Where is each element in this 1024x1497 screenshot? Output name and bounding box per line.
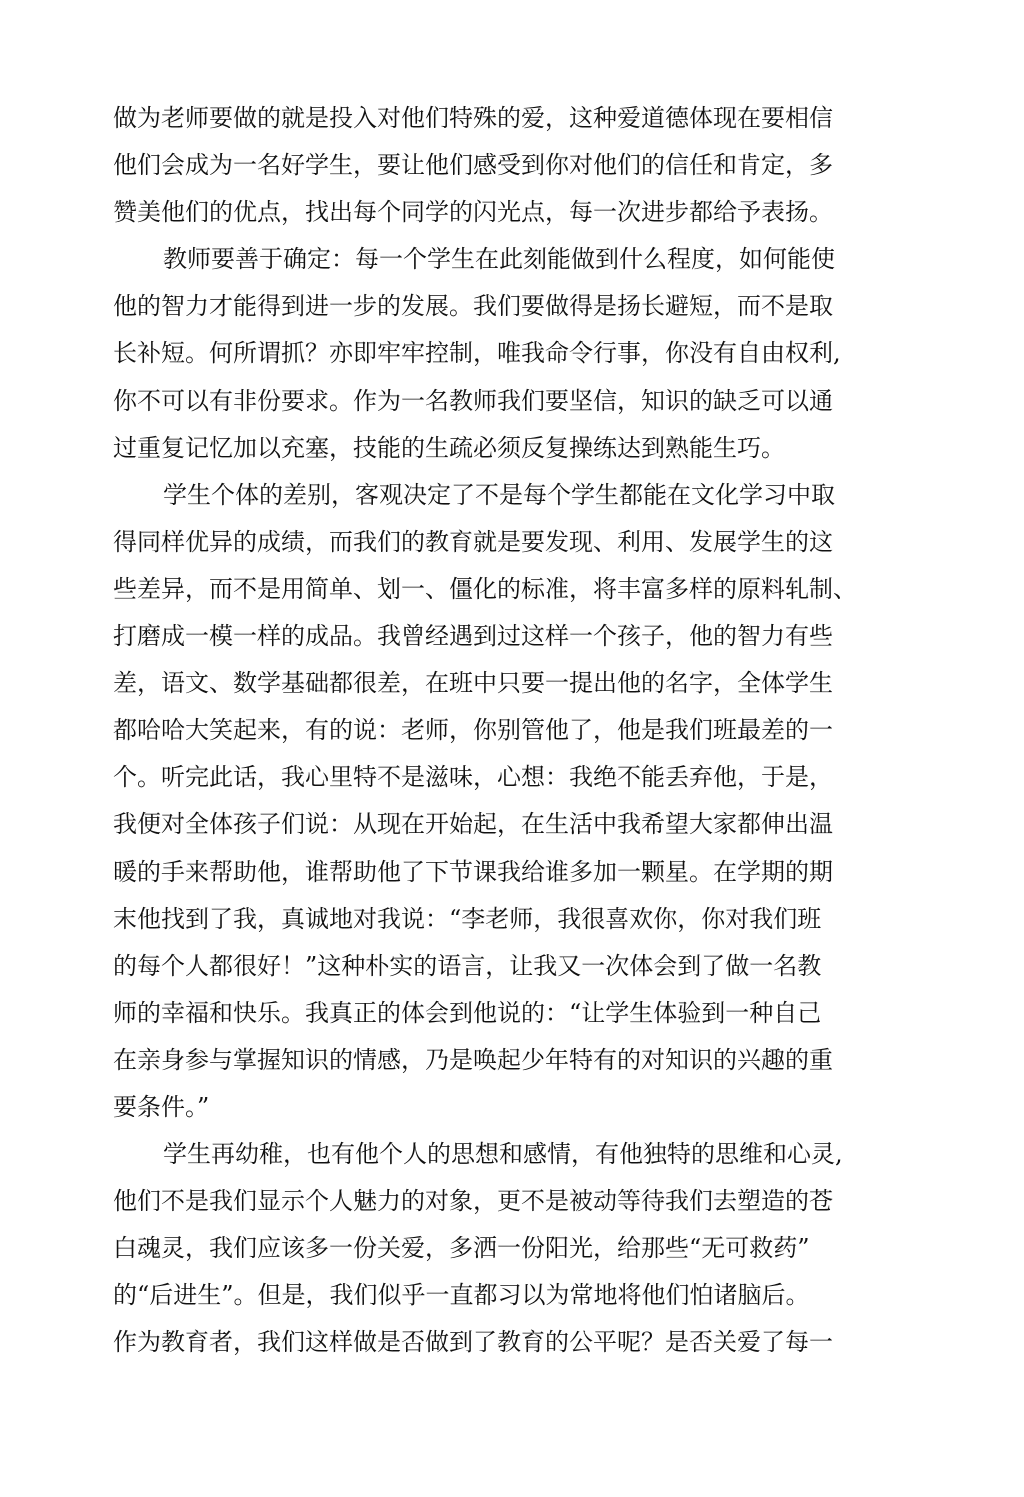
body-text <box>113 95 893 1367</box>
paragraph-3-line-2: 得同样优异的成绩，而我们的教育就是要发现、利用、发展学生的这 <box>113 527 833 556</box>
paragraph-2-line-1: 教师要善于确定：每一个学生在此刻能做到什么程度，如何能使 <box>163 245 835 274</box>
paragraph-3-line-8: 我便对全体孩子们说：从现在开始起，在生活中我希望大家都伸出温 <box>113 810 833 839</box>
paragraph-3-line-11: 的每个人都很好！”这种朴实的语言，让我又一次体会到了做一名教 <box>113 951 822 980</box>
paragraph-3-line-6: 都哈哈大笑起来，有的说：老师，你别管他了，他是我们班最差的一 <box>113 716 833 745</box>
paragraph-3-line-5: 差，语文、数学基础都很差，在班中只要一提出他的名字，全体学生 <box>113 669 833 698</box>
paragraph-2-line-2: 他的智力才能得到进一步的发展。我们要做得是扬长避短，而不是取 <box>113 292 833 321</box>
paragraph-3-line-14: 要条件。” <box>113 1092 210 1121</box>
paragraph-3-line-13: 在亲身参与掌握知识的情感，乃是唤起少年特有的对知识的兴趣的重 <box>113 1045 833 1074</box>
paragraph-1-line-3: 赞美他们的优点，找出每个同学的闪光点，每一次进步都给予表扬。 <box>113 198 833 227</box>
paragraph-3-line-7: 个。听完此话，我心里特不是滋味，心想：我绝不能丢弃他，于是， <box>113 763 833 792</box>
paragraph-4-line-5: 作为教育者，我们这样做是否做到了教育的公平呢？是否关爱了每一 <box>113 1328 833 1357</box>
paragraph-3-line-12: 师的幸福和快乐。我真正的体会到他说的：“让学生体验到一种自己 <box>113 998 822 1027</box>
paragraph-2-line-3: 长补短。何所谓抓？亦即牢牢控制，唯我命令行事，你没有自由权利, <box>113 339 841 368</box>
paragraph-3-line-3: 些差异，而不是用简单、划一、僵化的标准，将丰富多样的原料轧制、 <box>113 574 857 603</box>
paragraph-2-line-5: 过重复记忆加以充塞，技能的生疏必须反复操练达到熟能生巧。 <box>113 433 785 462</box>
paragraph-4-line-2: 他们不是我们显示个人魅力的对象，更不是被动等待我们去塑造的苍 <box>113 1187 833 1216</box>
paragraph-1-line-1: 做为老师要做的就是投入对他们特殊的爱，这种爱道德体现在要相信 <box>113 104 833 132</box>
paragraph-4-line-1: 学生再幼稚，也有他个人的思想和感情，有他独特的思维和心灵, <box>163 1140 843 1169</box>
paragraph-2-line-4: 你不可以有非份要求。作为一名教师我们要坚信，知识的缺乏可以通 <box>113 386 833 415</box>
paragraph-1-line-2: 他们会成为一名好学生，要让他们感受到你对他们的信任和肯定，多 <box>113 151 833 180</box>
paragraph-4-line-3: 白魂灵，我们应该多一份关爱，多洒一份阳光，给那些“无可救药” <box>113 1234 810 1263</box>
paragraph-3-line-1: 学生个体的差别，客观决定了不是每个学生都能在文化学习中取 <box>163 480 835 509</box>
paragraph-3-line-10: 末他找到了我，真诚地对我说：“李老师，我很喜欢你，你对我们班 <box>113 904 822 933</box>
paragraph-3-line-4: 打磨成一模一样的成品。我曾经遇到过这样一个孩子，他的智力有些 <box>113 622 833 651</box>
paragraph-3-line-9: 暖的手来帮助他，谁帮助他了下节课我给谁多加一颗星。在学期的期 <box>113 857 833 886</box>
paragraph-4-line-4: 的“后进生”。但是，我们似乎一直都习以为常地将他们怕诸脑后。 <box>113 1281 810 1310</box>
